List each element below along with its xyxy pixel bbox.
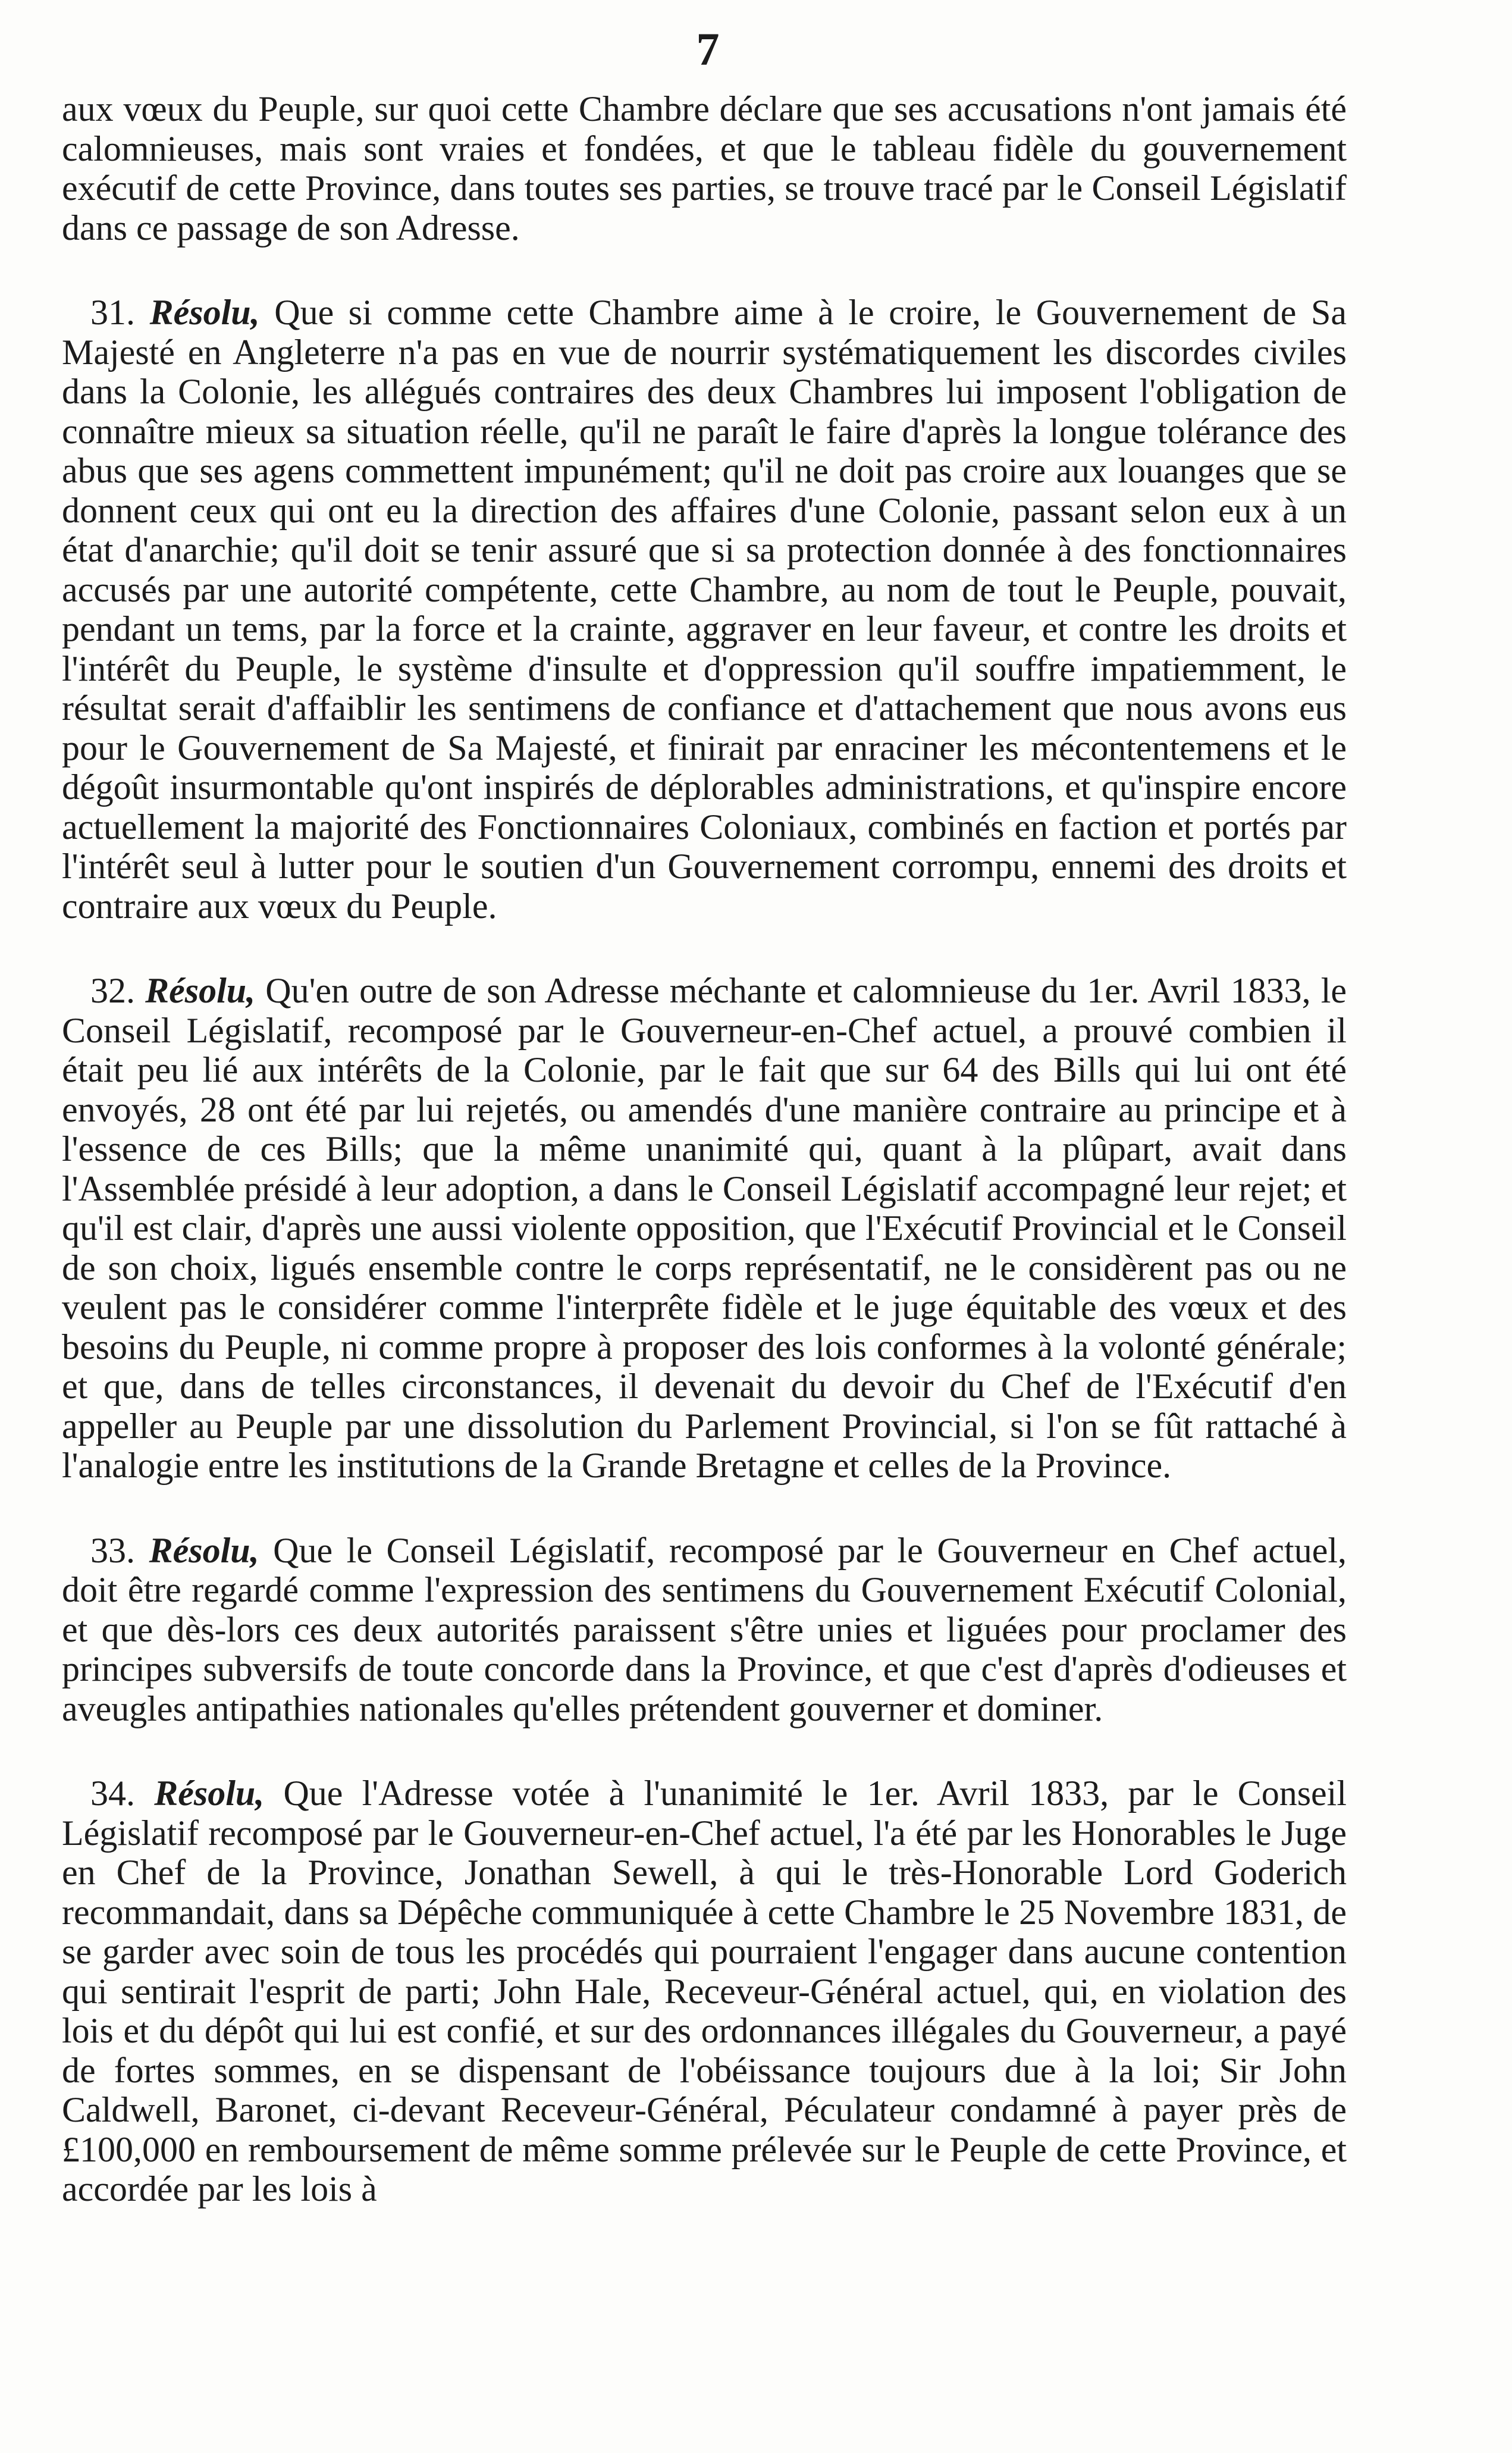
resolution-number: 34. bbox=[90, 1774, 135, 1813]
resolution-number: 33. bbox=[90, 1530, 135, 1570]
resolution-text: Que si comme cette Chambre aime à le croire, le Gouvernement de Sa Majesté en Angleterre n'a pas en vue de nourrir systématiquement les discordes civiles dans la Colonie, les allégués contraires des deux Chambres lui imposent l'obligation de connaître mieux sa situation réelle, qu'il ne paraît le faire d'après la longue tolérance des abus que ses agens commettent impunément; qu'il ne doit pas croire aux louanges que se donnent ceux qui ont eu la direction des affaires d'une Colonie, passant selon eux à un état d'anarchie; qu'il doit se tenir assuré que si sa protection donnée à des fonctionnaires accusés par une autorité compétente, cette Chambre, au nom de tout le Peuple, pouvait, pendant un tems, par la force et la crainte, aggraver en leur faveur, et contre les droits et l'intérêt du Peuple, le système d'insulte et d'oppression qu'il souffre impatiemment, le résultat serait d'affaiblir les sentimens de confiance et d'attachement que nous avons eus pour le Gouvernement de Sa Majesté, et finirait par enraciner les mécontentemens et le dégoût insurmontable qu'ont inspirés de déplorables administrations, et qu'inspire encore actuellement la majorité des Fonctionnaires Coloniaux, combinés en faction et portés par l'intérêt seul à lutter pour le soutien d'un Gouvernement corrompu, ennemi des droits et contraire aux vœux du Peuple. bbox=[62, 293, 1347, 926]
resolution-33 bbox=[62, 1531, 1347, 1729]
resolution-32 bbox=[62, 971, 1347, 1486]
resolution-text: Que le Conseil Législatif, recomposé par le Gouverneur en Chef actuel, doit être regardé comme l'expression des sentimens du Gouvernement Exécutif Colonial, et que dès-lors ces deux autorités paraissent s'être unies et liguées pour proclamer des principes subversifs de toute concorde dans la Province, et que c'est d'après d'odieuses et aveugles antipathies nationales qu'elles prétendent gouverner et dominer. bbox=[62, 1530, 1347, 1728]
resolution-text: Que l'Adresse votée à l'unanimité le 1er. Avril 1833, par le Conseil Législatif recomposé par le Gouverneur-en-Chef actuel, l'a été par les Honorables le Juge en Chef de la Province, Jonathan Sewell, à qui le très-Honorable Lord Goderich recommandait, dans sa Dépêche communiquée à cette Chambre le 25 Novembre 1831, de se garder avec soin de tous les procédés qui pourraient l'engager dans aucune contention qui sentirait l'esprit de parti; John Hale, Receveur-Général actuel, qui, en violation des lois et du dépôt qui lui est confié, et sur des ordonnances illégales du Gouverneur, a payé de fortes sommes, en se dispensant de l'obéissance toujours due à la loi; Sir John Caldwell, Baronet, ci-devant Receveur-Général, Péculateur condamné à payer près de £100,000 en remboursement de même somme prélevée sur le Peuple de cette Province, et accordée par les lois à bbox=[62, 1774, 1347, 2208]
paragraph-text: aux vœux du Peuple, sur quoi cette Chambre déclare que ses accusations n'ont jamais été calomnieuses, mais sont vraies et fondées, et que le tableau fidèle du gouvernement exécutif de cette Province, dans toutes ses parties, se trouve tracé par le Conseil Législatif dans ce passage de son Adresse. bbox=[62, 89, 1347, 248]
resolution-text: Qu'en outre de son Adresse méchante et calomnieuse du 1er. Avril 1833, le Conseil Législatif, recomposé par le Gouverneur-en-Chef actuel, a prouvé combien il était peu lié aux intérêts de la Colonie, par le fait que sur 64 des Bills qui lui ont été envoyés, 28 ont été par lui rejetés, ou amendés d'une manière contraire au principe et à l'essence de ces Bills; que la même unanimité qui, quant à la plûpart, avait dans l'Assemblée présidé à leur adoption, a dans le Conseil Législatif accompagné leur rejet; et qu'il est clair, d'après une aussi violente opposition, que l'Exécutif Provincial et le Conseil de son choix, ligués ensemble contre le corps représentatif, ne le considèrent pas ou ne veulent pas le considérer comme l'interprête fidèle et le juge équitable des vœux et des besoins du Peuple, ni comme propre à proposer des lois conformes à la volonté générale; et que, dans de telles circonstances, il devenait du devoir du Chef de l'Exécutif d'en appeller au Peuple par une dissolution du Parlement Provincial, si l'on se fût rattaché à l'analogie entre les institutions de la Grande Bretagne et celles de la Province. bbox=[62, 971, 1347, 1485]
resolution-34 bbox=[62, 1774, 1347, 2209]
paragraph-continuation bbox=[62, 89, 1347, 248]
resolu-label: Résolu, bbox=[149, 1530, 259, 1570]
page-number: 7 bbox=[696, 23, 720, 75]
resolution-number: 32. bbox=[90, 971, 135, 1010]
resolution-31 bbox=[62, 293, 1347, 926]
paragraph-gap bbox=[62, 248, 1347, 293]
resolution-number: 31. bbox=[90, 293, 135, 332]
paragraph-gap bbox=[62, 926, 1347, 971]
resolu-label: Résolu, bbox=[145, 971, 256, 1010]
paragraph-gap bbox=[62, 1728, 1347, 1774]
text-column bbox=[62, 89, 1347, 2209]
paragraph-gap bbox=[62, 1486, 1347, 1531]
resolu-label: Résolu, bbox=[149, 293, 260, 332]
resolu-label: Résolu, bbox=[154, 1774, 265, 1813]
